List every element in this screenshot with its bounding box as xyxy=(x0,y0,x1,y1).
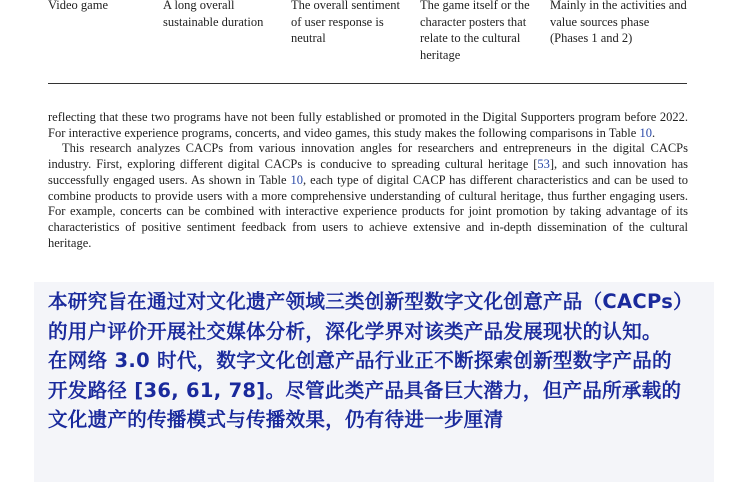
translation-paragraph-2: 在网络 3.0 时代，数字文化创意产品行业正不断探索创新型数字产品的开发路径 [36, 61, 78]。尽管此类产品具备巨大潜力，但产品所承载的文化遗产的传播模式与传播效果，仍有待进一步厘清 xyxy=(48,349,682,431)
table-bottom-rule xyxy=(48,83,687,84)
table-fragment xyxy=(48,0,687,86)
table-cell-sentiment: The overall sentiment of user response is neutral xyxy=(291,0,400,45)
table-cell-type: Video game xyxy=(48,0,108,12)
translation-overlay xyxy=(48,287,688,435)
table-reference-link[interactable]: 10 xyxy=(290,172,304,187)
table-cell-phase: Mainly in the activities and value sources phase (Phases 1 and 2) xyxy=(550,0,687,45)
citation-link[interactable]: 53 xyxy=(537,157,550,172)
paragraph-1: reflecting that these two programs have not been fully established or promoted in the Digital Supporters program before 2022. For interactive experience programs, concerts, and video games, this study makes the following comparisons in Table 10. xyxy=(48,110,688,140)
table-cell-duration: A long overall sustainable duration xyxy=(163,0,264,29)
table-reference-link[interactable]: 10 xyxy=(639,125,652,140)
translation-paragraph-1: 本研究旨在通过对文化遗产领域三类创新型数字文化创意产品（CACPs）的用户评价开展社交媒体分析，深化学界对该类产品发展现状的认知。 xyxy=(48,290,684,343)
table-cell-content: The game itself or the character posters that relate to the cultural heritage xyxy=(420,0,530,62)
body-text xyxy=(48,110,688,251)
paragraph-2: This research analyzes CACPs from various innovation angles for researchers and entrepreneurs in the digital CACPs industry. First, exploring different digital CACPs is conducive to spreading cultural heritage [53], and such innovation has successfully engaged users. As shown in Table 10, each type of digital CACP has different characteristics and can be used to combine products to provide users with a more comprehensive understanding of cultural heritage, thus further engaging users. For example, concerts can be combined with interactive experience products for joint promotion by taking advantage of its characteristics of positive sentiment feedback from users to achieve extensive and in-depth dissemination of the cultural heritage. xyxy=(48,141,688,250)
